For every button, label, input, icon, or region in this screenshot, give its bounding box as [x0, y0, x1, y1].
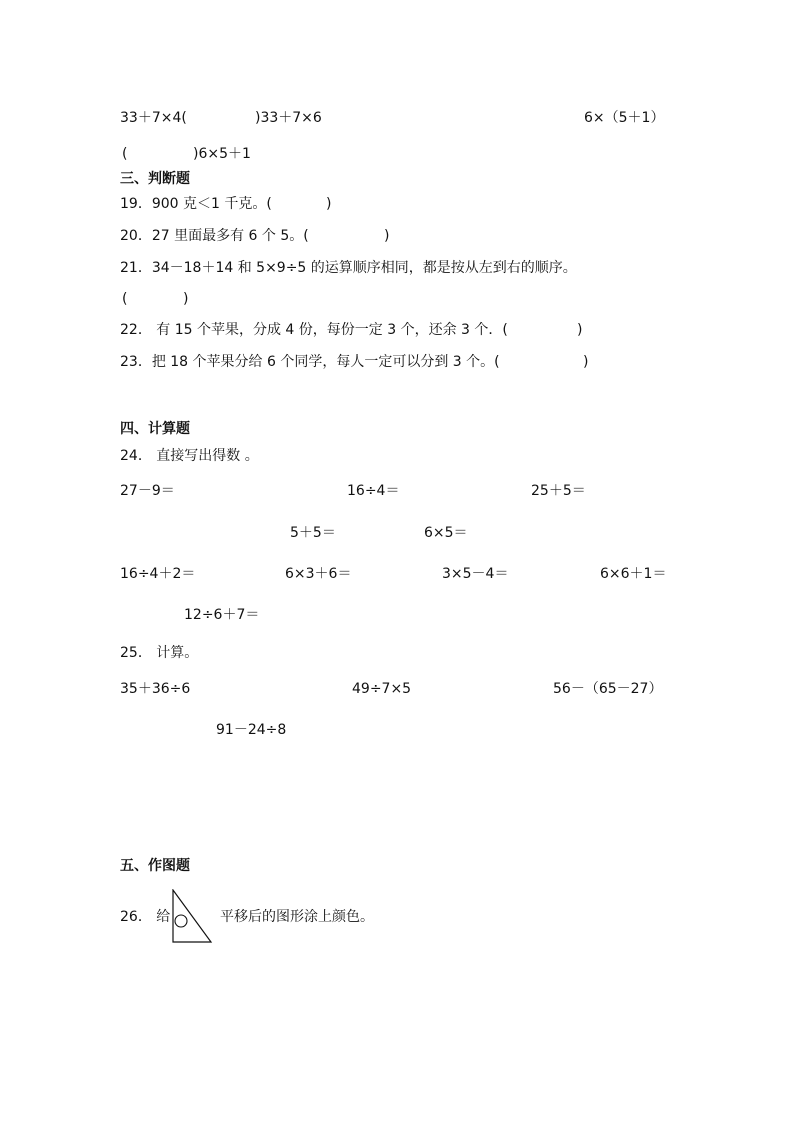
compare-1-right: )33＋7×6 [255, 110, 322, 126]
oral-item: 5＋5＝ [290, 525, 336, 541]
q26-suffix: 平移后的图形涂上颜色。 [220, 909, 374, 925]
q19-close: ) [326, 196, 332, 212]
calc-item: 35＋36÷6 [120, 681, 191, 697]
section-3-title: 三、判断题 [120, 171, 190, 187]
q23-close: ) [583, 354, 589, 370]
oral-item: 6×3＋6＝ [285, 566, 352, 582]
q21-text: 21．34－18＋14 和 5×9÷5 的运算顺序相同，都是按从左到右的顺序。 [120, 260, 577, 276]
oral-item: 27－9＝ [120, 483, 175, 499]
calc-item: 91－24÷8 [216, 722, 287, 738]
oral-item: 6×6＋1＝ [600, 566, 667, 582]
section-4-title: 四、计算题 [120, 421, 190, 437]
compare-1-far: 6×（5＋1） [584, 110, 665, 126]
q20-close: ) [384, 228, 390, 244]
oral-item: 16÷4＝ [347, 483, 400, 499]
triangle-figure [170, 889, 214, 944]
oral-item: 12÷6＋7＝ [184, 607, 260, 623]
oral-item: 16÷4＋2＝ [120, 566, 196, 582]
q19-text: 19．900 克＜1 千克。( [120, 196, 272, 212]
section-5-title: 五、作图题 [120, 858, 190, 874]
q22-close: ) [577, 322, 583, 338]
q21-close: ) [183, 291, 189, 307]
q24-text: 24． 直接写出得数 。 [120, 448, 259, 464]
q20-text: 20．27 里面最多有 6 个 5。( [120, 228, 309, 244]
oral-item: 25＋5＝ [531, 483, 586, 499]
calc-item: 49÷7×5 [352, 681, 412, 697]
oral-item: 3×5－4＝ [442, 566, 509, 582]
compare-2-left: ( [122, 146, 128, 162]
q23-text: 23．把 18 个苹果分给 6 个同学，每人一定可以分到 3 个。( [120, 354, 500, 370]
q22-text: 22． 有 15 个苹果，分成 4 份，每份一定 3 个，还余 3 个．( [120, 322, 508, 338]
q25-text: 25． 计算。 [120, 645, 199, 661]
circle-shape [175, 915, 187, 927]
compare-2-right: )6×5＋1 [193, 146, 251, 162]
oral-item: 6×5＝ [424, 525, 468, 541]
q21-open: ( [122, 291, 128, 307]
compare-1-left: 33＋7×4( [120, 110, 187, 126]
q26-prefix: 26． 给 [120, 909, 171, 925]
calc-item: 56－（65－27） [553, 681, 663, 697]
